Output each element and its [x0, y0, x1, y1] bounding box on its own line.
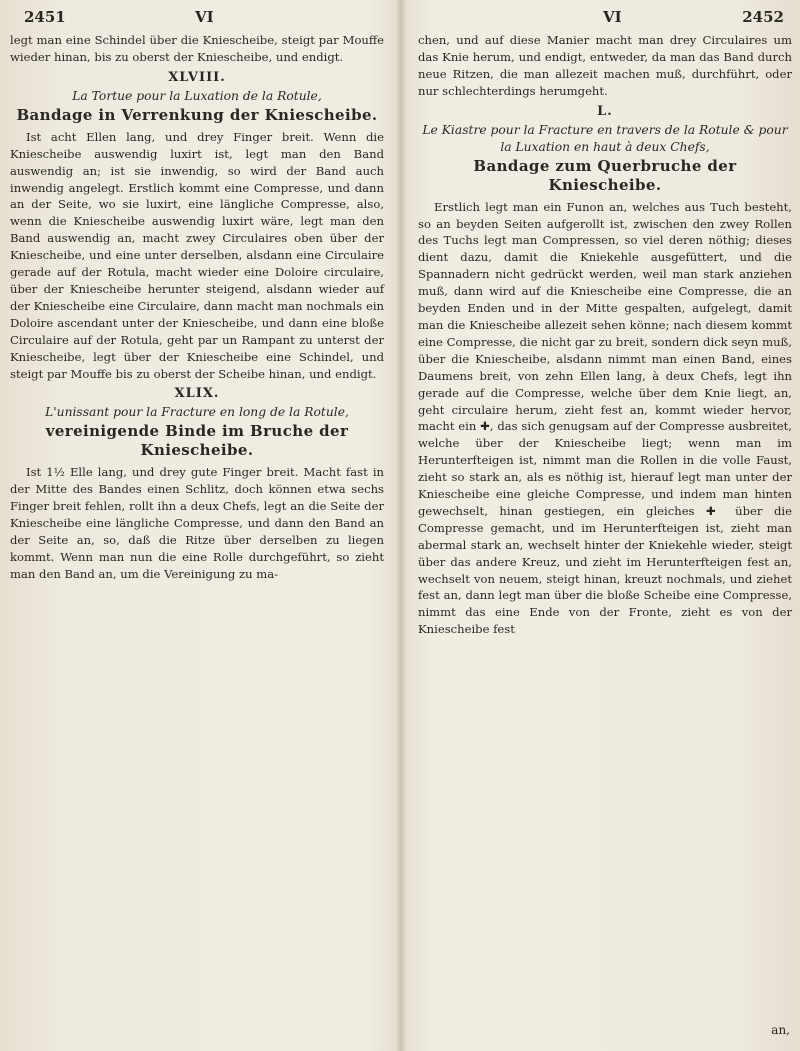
section-48-body: Ist acht Ellen lang, und drey Finger breit. Wenn die Kniescheibe auswendig luxirt ist, legt man den Band auswendig an; ist sie inwendig, so wird der Band auch inwendig angelegt. Erstlich kommt eine Compresse, und dann an der Seite, wo sie luxirt, eine längliche Compresse, also, wenn die Kniescheibe auswendig luxirt wäre, legt man den Band auswendig an, macht zwey Circulaires oben über der Kniescheibe, und eine unter derselben, alsdann eine Circulaire gerade auf der Rotula, macht wieder eine Doloire circulaire, über der Kniescheibe herunter steigend, alsdann wieder auf der Kniescheibe eine Circulaire, dann macht man nochmals ein Doloire ascendant unter der Kniescheibe, und dann eine bloße Circulaire auf der Rotula, geht par un Rampant zu unterst der Kniescheibe, legt über der Kniescheibe eine Schindel, und steigt par Mouffe bis zu oberst der Scheibe hinan, und endigt. [10, 129, 384, 381]
left-page [0, 0, 398, 1051]
right-running-head [418, 6, 792, 32]
section-49-title-fr: L'unissant pour la Fracture en long de la Rotule, [45, 405, 349, 420]
section-48-title-de: Bandage in Verrenkung der Kniescheibe. [16, 105, 378, 124]
left-running-head [10, 6, 384, 32]
section-48-title-fr: La Tortue pour la Luxation de la Rotule, [72, 88, 322, 103]
section-49-title-de: vereinigende Binde im Bruche der Kniescheibe. [45, 422, 349, 460]
section-49-number: XLIX. [174, 386, 220, 402]
section-L-body: Erstlich legt man ein Funon an, welches aus Tuch besteht, so an beyden Seiten aufgerollt ist, zwischen den zwey Rollen des Tuchs legt man Compressen, so viel deren nöthig; dieses dient dazu, damit die Kniekehle ausgefüttert, und die Spannadern nicht gedrückt werden, weil man stark anziehen muß, dann wird auf die Kniescheibe eine Compresse, die an beyden Enden und in der Mitte gespalten, aufgelegt, damit man die Kniescheibe allezeit sehen könne; nach diesem kommt eine Compresse, die nicht gar zu breit, sondern dick seyn muß, über die Kniescheibe, alsdann nimmt man einen Band, eines Daumens breit, von zehn Ellen lang, à deux Chefs, legt ihn gerade auf die Compresse, welche über dem Knie liegt, an, geht circulaire herum, zieht fest an, kommt wieder hervor, macht ein ✚, das sich genugsam auf der Compresse ausbreitet, welche über der Kniescheibe liegt; wenn man im Herunterfteigen ist, nimmt man die Rollen in die volle Faust, zieht so stark an, als es nöthig ist, hierauf legt man unter der Kniescheibe eine gleiche Compresse, und indem man hinten gewechselt, hinan gestiegen, ein gleiches ✚ über die Compresse gemacht, und im Herunterfteigen ist, zieht man abermal stark an, wechselt hinter der Kniekehle wieder, steigt über das andere Kreuz, und zieht im Herunterfteigen fest an, wechselt von neuem, steigt hinan, kreuzt nochmals, und ziehet fest an, dann legt man über die bloße Scheibe eine Compresse, nimmt das eine Ende von der Fronte, zieht es von der Kniescheibe fest [418, 199, 792, 637]
section-48-number: XLVIII. [168, 69, 226, 85]
right-page-number: 2452 [742, 8, 784, 26]
section-L-title-de: Bandage zum Querbruche der Kniescheibe. [473, 156, 737, 194]
section-49-body: Ist 1½ Elle lang, und drey gute Finger breit. Macht fast in der Mitte des Bandes einen Schlitz, doch können etwa sechs Finger breit fehlen, rollt ihn a deux Chefs, legt an die Seite der Kniescheibe eine längliche Compresse, und dann den Band an der Seite an, so, daß die Ritze über derselben zu liegen kommt. Wenn man nun die eine Rolle durchgeführt, so zieht man den Band an, um die Vereinigung zu ma- [10, 465, 384, 581]
right-page [404, 0, 800, 1051]
section-L-number: L. [597, 103, 613, 119]
right-signature: VI [603, 8, 622, 26]
section-L-title-fr: Le Kiastre pour la Fracture en travers de la Rotule & pour la Luxation en haut à deux Chefs, [422, 122, 788, 154]
left-para-top: legt man eine Schindel über die Kniescheibe, steigt par Mouffe wieder hinan, bis zu oberst der Kniescheibe, und endigt. [10, 33, 384, 64]
left-signature: VI [195, 8, 214, 26]
catchword: an, [771, 1023, 790, 1037]
left-page-number: 2451 [24, 8, 66, 26]
right-para-top: chen, und auf diese Manier macht man drey Circulaires um das Knie herum, und endigt, entweder, da man das Band durch neue Ritzen, die man allezeit machen muß, durchführt, oder nur schlechterdings herumgeht. [418, 33, 792, 98]
